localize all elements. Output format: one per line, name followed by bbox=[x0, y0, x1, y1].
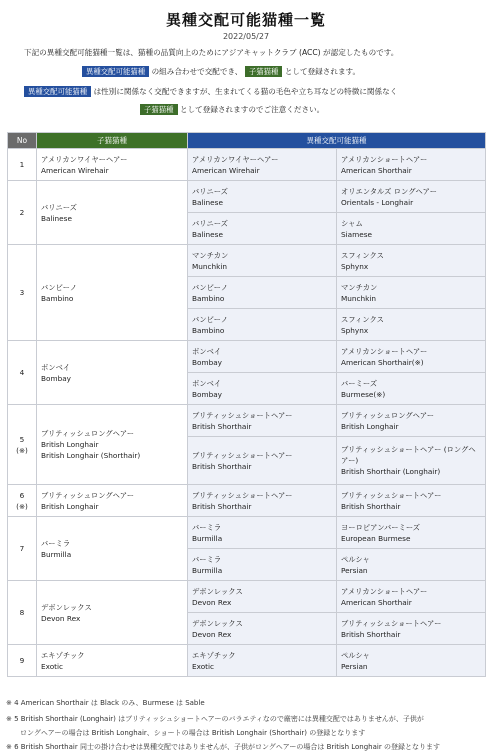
kitten-breed-cell bbox=[37, 245, 188, 341]
header-no: No bbox=[8, 133, 37, 149]
kitten-breed-en: Bombay bbox=[41, 373, 71, 383]
row-number-value: 9 bbox=[19, 656, 25, 665]
parent-breed-2-cell bbox=[337, 341, 486, 373]
row-number-value: 2 bbox=[19, 208, 25, 217]
row-number bbox=[8, 341, 37, 405]
table-body bbox=[8, 149, 486, 677]
parent-breed-en: European Burmese bbox=[341, 533, 411, 543]
parent-breed-1-cell bbox=[188, 341, 337, 373]
intro-line-2 bbox=[82, 64, 492, 80]
parent-breed-en: Munchkin bbox=[341, 293, 377, 303]
kitten-breed-cell bbox=[37, 645, 188, 677]
parent-breed-1-cell bbox=[188, 309, 337, 341]
parent-breed-1-cell bbox=[188, 213, 337, 245]
parent-breed-jp: アメリカンショートヘアー bbox=[341, 586, 428, 596]
header-kitten-breed: 子猫猫種 bbox=[37, 133, 188, 149]
parent-breed-en: British Shorthair bbox=[341, 629, 401, 639]
parent-breed-jp: アメリカンショートヘアー bbox=[341, 154, 428, 164]
parent-breed-jp: ブリティッシュショートヘアー bbox=[192, 410, 293, 420]
parent-breed-2-cell bbox=[337, 437, 486, 485]
table-row bbox=[8, 181, 486, 213]
parent-breed-2-cell bbox=[337, 613, 486, 645]
parent-breed-2-cell bbox=[337, 373, 486, 405]
row-number-value: 6 bbox=[19, 490, 25, 500]
row-number-value: 3 bbox=[19, 288, 25, 297]
parent-breed-1-cell bbox=[188, 437, 337, 485]
row-number bbox=[8, 149, 37, 181]
parent-breed-jp: バーミーズ bbox=[341, 378, 378, 388]
parent-breed-2-cell bbox=[337, 517, 486, 549]
parent-breed-en: Devon Rex bbox=[192, 629, 232, 639]
parent-breed-jp: デボンレックス bbox=[192, 586, 243, 596]
kitten-breed-cell bbox=[37, 517, 188, 581]
kitten-breed-jp: バーミラ bbox=[41, 538, 71, 548]
table-row bbox=[8, 581, 486, 613]
intro-text: 下記の異種交配可能猫種一覧は、猫種の品質向上のためにアジアキャットクラブ (ACC) が認定したものです。 bbox=[24, 48, 399, 57]
parent-breed-2-cell bbox=[337, 549, 486, 581]
kitten-breed-en: Balinese bbox=[41, 213, 72, 223]
parent-breed-en: British Shorthair bbox=[341, 501, 401, 511]
kitten-breed-cell bbox=[37, 485, 188, 517]
kitten-breed-jp: ブリティッシュロングヘアー bbox=[41, 490, 135, 500]
parent-breed-jp: ボンベイ bbox=[192, 378, 222, 388]
row-number bbox=[8, 581, 37, 645]
kitten-breed-jp: エキゾチック bbox=[41, 650, 85, 660]
intro-text: として登録されます。 bbox=[284, 67, 361, 76]
parent-breed-en: Burmilla bbox=[192, 565, 223, 575]
parent-breed-jp: シャム bbox=[341, 218, 363, 228]
intro-text: の組み合わせで交配でき、 bbox=[151, 67, 243, 76]
parent-breed-jp: オリエンタルズ ロングヘアー bbox=[341, 186, 437, 196]
parent-breed-1-cell bbox=[188, 645, 337, 677]
table-row bbox=[8, 645, 486, 677]
kitten-breed-cell bbox=[37, 181, 188, 245]
parent-breed-en: Bambino bbox=[192, 293, 225, 303]
parent-breed-en: Burmilla bbox=[192, 533, 223, 543]
parent-breed-jp: ブリティッシュショートヘアー (ロングヘアー) bbox=[341, 445, 476, 465]
parent-breed-jp: ヨーロピアンバーミーズ bbox=[341, 522, 421, 532]
kitten-breed-jp: アメリカンワイヤーヘアー bbox=[41, 154, 128, 164]
table-row bbox=[8, 405, 486, 437]
parent-breed-en: Devon Rex bbox=[192, 597, 232, 607]
kitten-breed-tag: 子猫猫種 bbox=[140, 104, 178, 115]
parent-breed-1-cell bbox=[188, 149, 337, 181]
footnote-3: ロングヘアーの場合は British Longhair、ショートの場合は British Longhair (Shorthair) の登録となります bbox=[20, 729, 366, 737]
parent-breed-1-cell bbox=[188, 581, 337, 613]
parent-breed-en: British Shorthair bbox=[192, 461, 252, 471]
table-header-row bbox=[8, 133, 486, 149]
kitten-breed-en: British Longhair bbox=[41, 501, 99, 511]
parent-breed-2-cell bbox=[337, 645, 486, 677]
parent-breed-jp: エキゾチック bbox=[192, 650, 236, 660]
table-row bbox=[8, 245, 486, 277]
parent-breed-jp: マンチカン bbox=[341, 282, 378, 292]
row-number bbox=[8, 485, 37, 517]
parent-breed-en: Persian bbox=[341, 661, 368, 671]
row-number bbox=[8, 245, 37, 341]
kitten-breed-cell bbox=[37, 581, 188, 645]
crossbreed-tag: 異種交配可能猫種 bbox=[82, 66, 149, 77]
parent-breed-1-cell bbox=[188, 181, 337, 213]
row-number-value: 4 bbox=[19, 368, 25, 377]
intro-line-1 bbox=[24, 45, 474, 61]
parent-breed-en: British Shorthair (Longhair) bbox=[341, 467, 441, 476]
parent-breed-jp: バリニーズ bbox=[192, 218, 228, 228]
parent-breed-en: Balinese bbox=[192, 197, 223, 207]
parent-breed-en: Balinese bbox=[192, 229, 223, 239]
kitten-breed-jp: デボンレックス bbox=[41, 602, 92, 612]
parent-breed-en: Bombay bbox=[192, 389, 222, 399]
parent-breed-en: British Shorthair bbox=[192, 421, 252, 431]
parent-breed-en: British Longhair bbox=[341, 421, 399, 431]
kitten-breed-jp: バンビーノ bbox=[41, 282, 78, 292]
parent-breed-jp: ペルシャ bbox=[341, 554, 370, 564]
parent-breed-2-cell bbox=[337, 309, 486, 341]
parent-breed-jp: ブリティッシュショートヘアー bbox=[192, 450, 293, 460]
parent-breed-en: British Shorthair bbox=[192, 501, 252, 511]
parent-breed-2-cell bbox=[337, 245, 486, 277]
kitten-breed-en: Bambino bbox=[41, 293, 74, 303]
crossbreed-table bbox=[7, 132, 486, 677]
table-row bbox=[8, 517, 486, 549]
intro-line-3 bbox=[24, 84, 474, 100]
row-number-value: 7 bbox=[19, 544, 25, 553]
row-number-value: 8 bbox=[19, 608, 25, 617]
parent-breed-en: Persian bbox=[341, 565, 368, 575]
parent-breed-en: Sphynx bbox=[341, 261, 369, 271]
parent-breed-1-cell bbox=[188, 613, 337, 645]
parent-breed-jp: ペルシャ bbox=[341, 650, 370, 660]
parent-breed-jp: バンビーノ bbox=[192, 314, 229, 324]
parent-breed-en: Munchkin bbox=[192, 261, 228, 271]
parent-breed-2-cell bbox=[337, 149, 486, 181]
kitten-breed-en: Burmilla bbox=[41, 549, 72, 559]
row-number bbox=[8, 517, 37, 581]
table-row bbox=[8, 341, 486, 373]
parent-breed-jp: スフィンクス bbox=[341, 250, 384, 260]
parent-breed-jp: スフィンクス bbox=[341, 314, 384, 324]
kitten-breed-jp: ブリティッシュロングヘアー bbox=[41, 429, 135, 438]
parent-breed-1-cell bbox=[188, 245, 337, 277]
parent-breed-jp: マンチカン bbox=[192, 250, 229, 260]
parent-breed-jp: ブリティッシュロングヘアー bbox=[341, 410, 435, 420]
parent-breed-2-cell bbox=[337, 485, 486, 517]
parent-breed-2-cell bbox=[337, 213, 486, 245]
parent-breed-jp: ブリティッシュショートヘアー bbox=[341, 618, 442, 628]
row-number-note: (※) bbox=[16, 501, 28, 511]
parent-breed-2-cell bbox=[337, 277, 486, 309]
parent-breed-en: Bombay bbox=[192, 357, 222, 367]
table-row bbox=[8, 149, 486, 181]
row-number-value: 1 bbox=[19, 160, 25, 169]
kitten-breed-jp: バリニーズ bbox=[41, 202, 77, 212]
kitten-breed-en: Devon Rex bbox=[41, 613, 81, 623]
page-title: 異種交配可能猫種一覧 bbox=[165, 11, 326, 29]
footnote-4: ※ 6 British Shorthair 同士の掛け合わせは異種交配ではありませんが、子供がロングヘアーの場合は British Longhair の登録となります bbox=[6, 743, 440, 751]
parent-breed-en: American Shorthair bbox=[341, 165, 412, 175]
kitten-breed-en: Exotic bbox=[41, 661, 64, 671]
parent-breed-jp: アメリカンショートヘアー bbox=[341, 346, 428, 356]
parent-breed-1-cell bbox=[188, 549, 337, 581]
row-number bbox=[8, 405, 37, 485]
parent-breed-en: American Shorthair(※) bbox=[341, 357, 424, 367]
parent-breed-1-cell bbox=[188, 277, 337, 309]
parent-breed-jp: バンビーノ bbox=[192, 282, 229, 292]
parent-breed-jp: ブリティッシュショートヘアー bbox=[341, 490, 442, 500]
footnote-1: ※ 4 American Shorthair は Black のみ、Burmese は Sable bbox=[6, 699, 205, 707]
parent-breed-2-cell bbox=[337, 181, 486, 213]
parent-breed-jp: バーミラ bbox=[192, 554, 222, 564]
header-crossbreed: 異種交配可能猫種 bbox=[188, 133, 486, 149]
parent-breed-jp: デボンレックス bbox=[192, 618, 243, 628]
publish-date: 2022/05/27 bbox=[222, 32, 270, 41]
parent-breed-1-cell bbox=[188, 485, 337, 517]
parent-breed-jp: ボンベイ bbox=[192, 346, 222, 356]
parent-breed-en: Siamese bbox=[341, 229, 373, 239]
parent-breed-jp: バリニーズ bbox=[192, 186, 228, 196]
kitten-breed-cell bbox=[37, 341, 188, 405]
kitten-breed-en: British Longhair bbox=[41, 440, 99, 449]
footnote-2: ※ 5 British Shorthair (Longhair) はブリティッシュショートヘアーのバラエティなので厳密には異種交配ではありませんが、子供が bbox=[6, 715, 424, 723]
parent-breed-en: American Wirehair bbox=[192, 165, 260, 175]
row-number-note: (※) bbox=[16, 445, 28, 455]
kitten-breed-en: American Wirehair bbox=[41, 165, 109, 175]
kitten-breed-tag: 子猫猫種 bbox=[245, 66, 283, 77]
table-row bbox=[8, 485, 486, 517]
kitten-breed-cell bbox=[37, 149, 188, 181]
parent-breed-en: Bambino bbox=[192, 325, 225, 335]
parent-breed-en: Orientals - Longhair bbox=[341, 197, 414, 207]
intro-text: は性別に関係なく交配できますが、生まれてくる猫の毛色や立ち耳などの特徴に関係なく bbox=[93, 87, 398, 96]
parent-breed-2-cell bbox=[337, 581, 486, 613]
row-number-value: 5 bbox=[19, 434, 25, 444]
row-number bbox=[8, 645, 37, 677]
parent-breed-jp: ブリティッシュショートヘアー bbox=[192, 490, 293, 500]
intro-line-4 bbox=[140, 102, 492, 118]
parent-breed-2-cell bbox=[337, 405, 486, 437]
parent-breed-en: Sphynx bbox=[341, 325, 369, 335]
parent-breed-1-cell bbox=[188, 405, 337, 437]
parent-breed-1-cell bbox=[188, 373, 337, 405]
intro-text: として登録されますのでご注意ください。 bbox=[180, 105, 325, 114]
parent-breed-en: American Shorthair bbox=[341, 597, 412, 607]
row-number bbox=[8, 181, 37, 245]
kitten-breed-en-alt: British Longhair (Shorthair) bbox=[41, 451, 141, 460]
parent-breed-en: Burmese(※) bbox=[341, 389, 386, 399]
parent-breed-jp: バーミラ bbox=[192, 522, 222, 532]
parent-breed-en: Exotic bbox=[192, 661, 215, 671]
parent-breed-jp: アメリカンワイヤーヘアー bbox=[192, 154, 279, 164]
crossbreed-tag: 異種交配可能猫種 bbox=[24, 86, 91, 97]
kitten-breed-cell bbox=[37, 405, 188, 485]
parent-breed-1-cell bbox=[188, 517, 337, 549]
kitten-breed-jp: ボンベイ bbox=[41, 362, 71, 372]
